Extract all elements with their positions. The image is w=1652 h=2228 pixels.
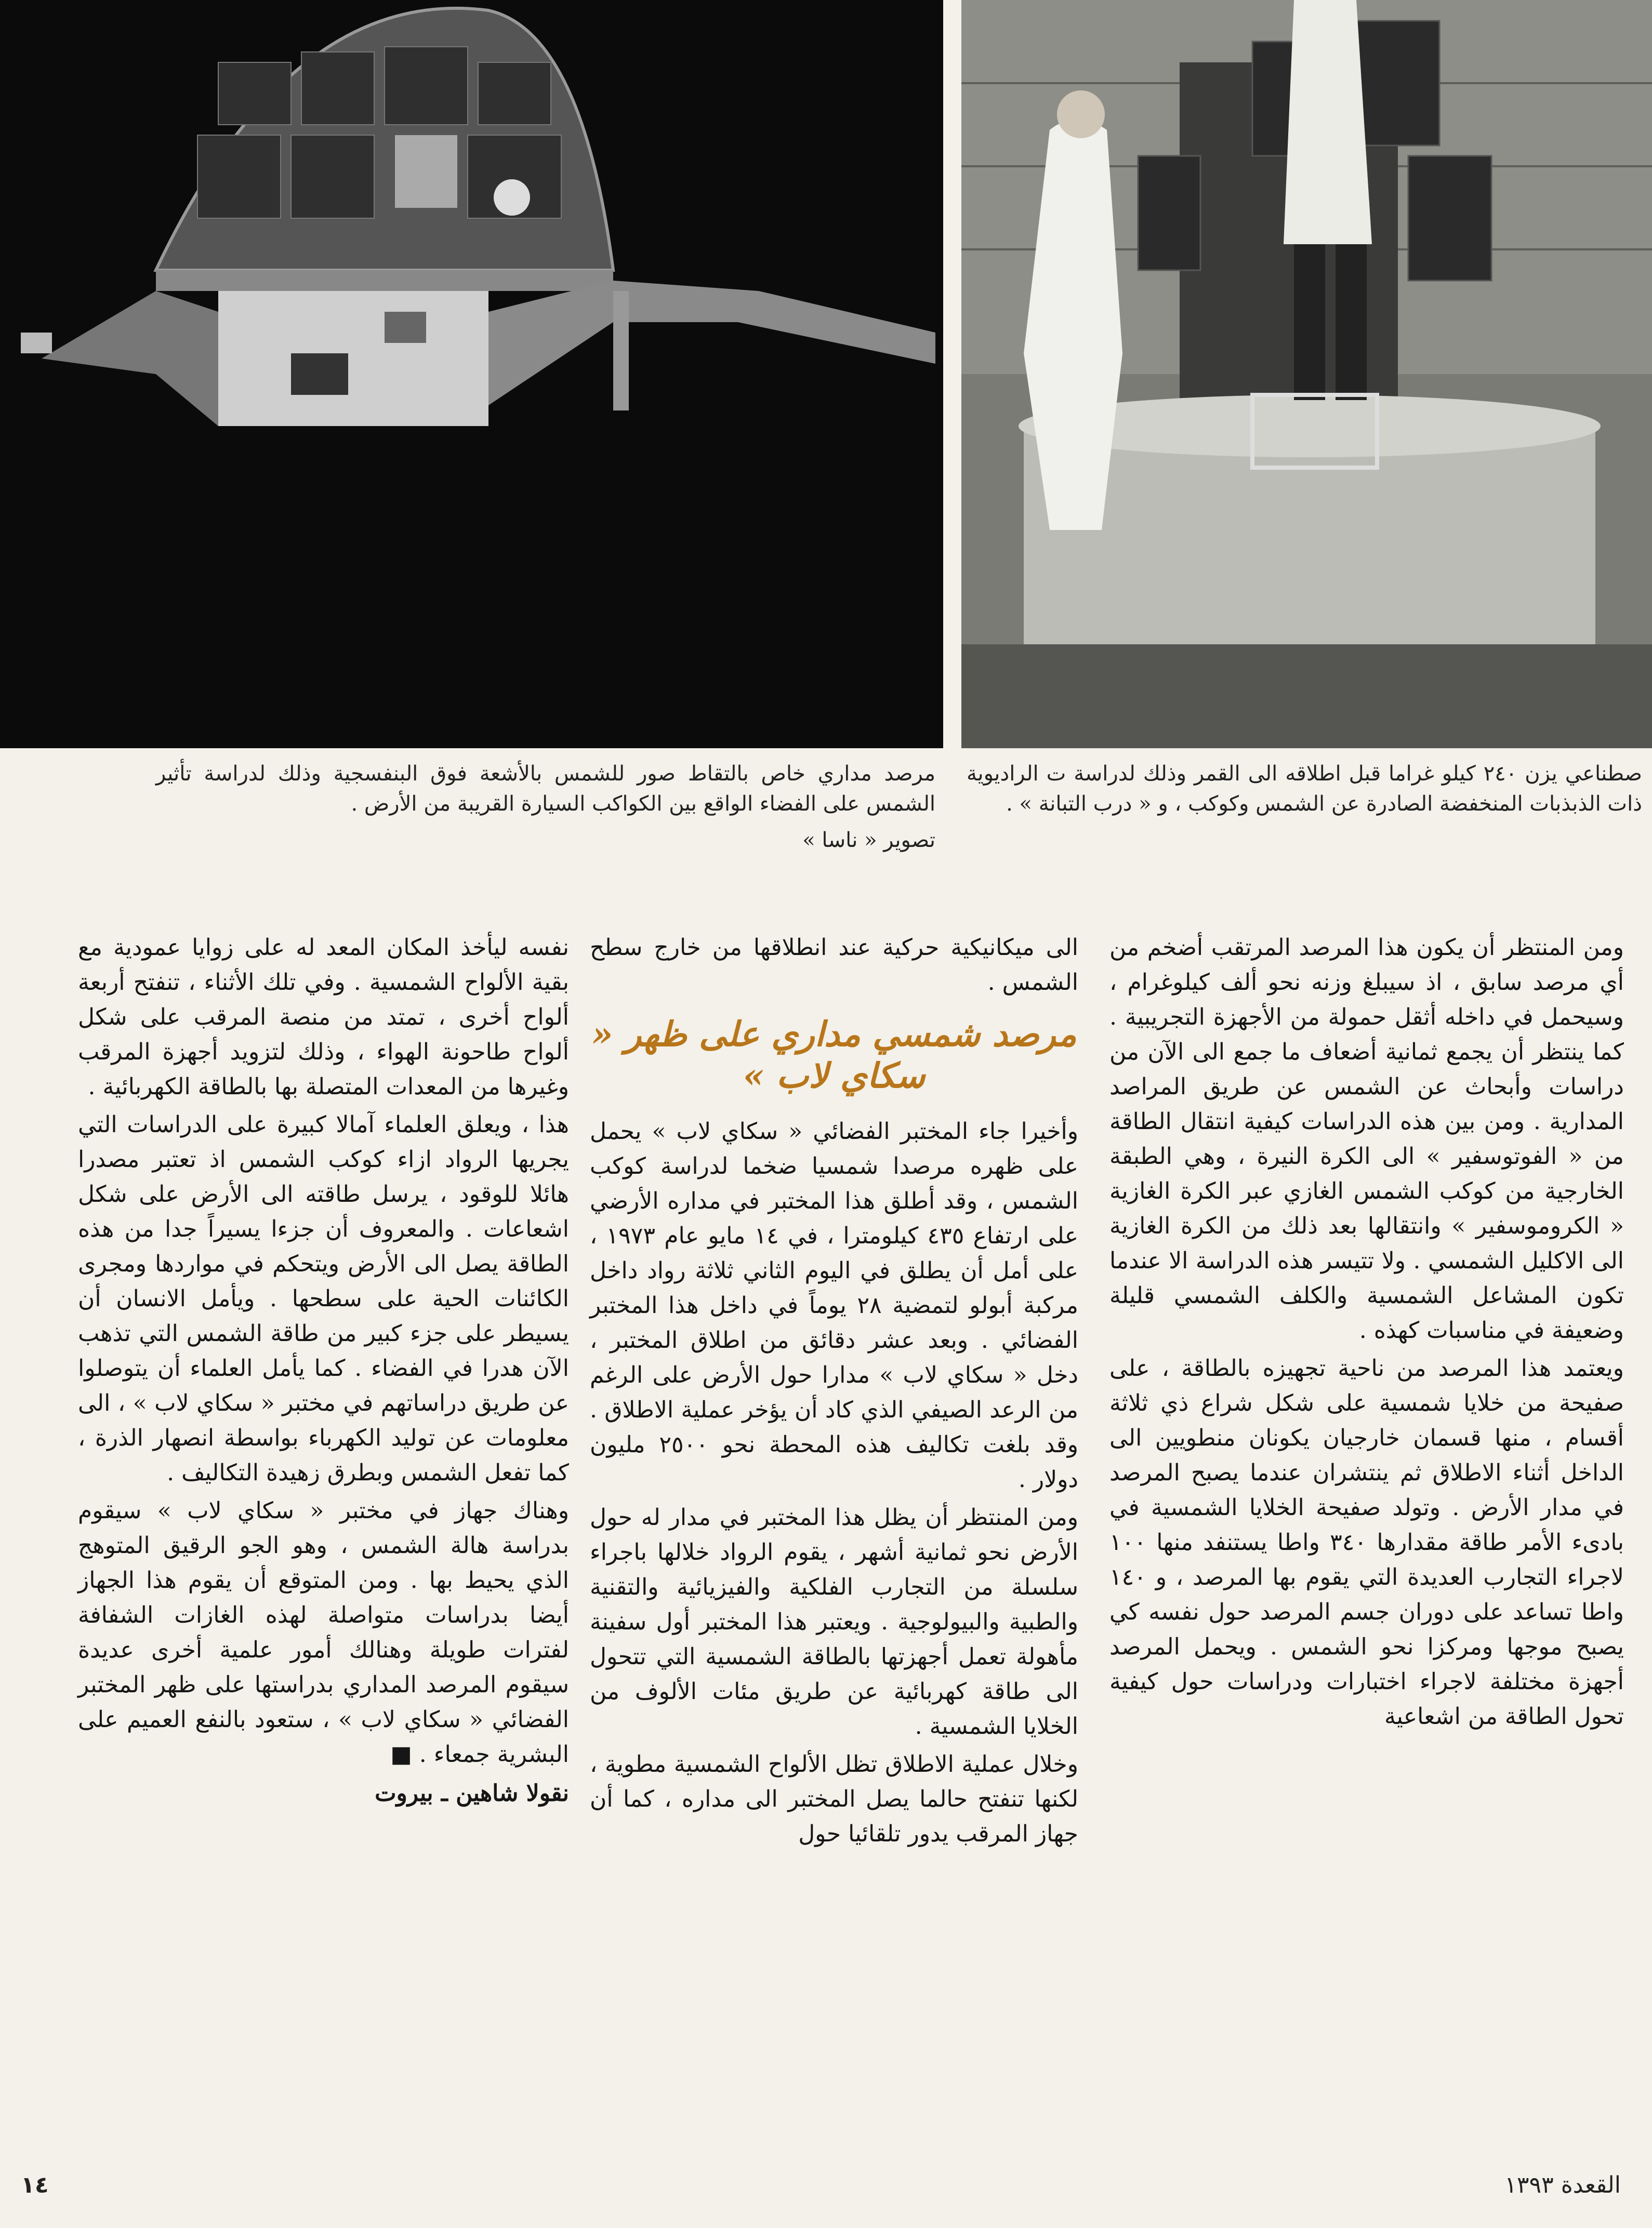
- author-byline: نقولا شاهين ـ بيروت: [375, 1780, 569, 1807]
- lab-photo: [961, 0, 1652, 748]
- article-column-right: [1109, 930, 1624, 1737]
- right-photo-caption: [967, 759, 1642, 819]
- lab-illustration: [961, 0, 1652, 748]
- page-number: ١٤: [21, 2172, 49, 2198]
- paragraph: هذا ، ويعلق العلماء آمالا كبيرة على الدراسات التي يجريها الرواد ازاء كوكب الشمس اذ تعتبر مصدرا هائلا للوقود ، يرسل طاقته الى الأرض على شكل اشعاعات . والمعروف أن جزءا يسيراً جدا من هذه الطاقة يصل الى الأرض ويتحكم في مواردها ومجرى الكائنات الحية على سطحها . ويأمل الانسان أن يسيطر على جزء كبير من طاقة الشمس التي تذهب الآن هدرا في الفضاء . كما يأمل العلماء أن يتوصلوا عن طريق دراساتهم في مختبر « سكاي لاب » ، الى معلومات عن توليد الكهرباء بواسطة انصهار الذرة ، كما تفعل الشمس وبطرق زهيدة التكاليف .: [78, 1111, 569, 1486]
- paragraph: وخلال عملية الاطلاق تظل الألواح الشمسية مطوية ، لكنها تنفتح حالما يصل المختبر الى مداره ، كما أن جهاز المرقب يدور تلقائيا حول: [590, 1751, 1078, 1847]
- paragraph: ومن المنتظر أن يظل هذا المختبر في مدار له حول الأرض نحو ثمانية أشهر ، يقوم الرواد خلالها باجراء سلسلة من التجارب الفلكية والفيزيائية والتقنية والطبية والبيولوجية . ويعتبر هذا المختبر أول سفينة مأهولة تعمل أجهزتها بالطاقة الشمسية التي تتحول الى طاقة كهربائية عن طريق مئات الألوف من الخلايا الشمسية .: [590, 1504, 1078, 1740]
- paragraph: ويعتمد هذا المرصد من ناحية تجهيزه بالطاقة ، على صفيحة من خلايا شمسية على شكل شراع ذي ثلاثة أقسام ، منها قسمان خارجيان يكونان منطويين الى الداخل أثناء الاطلاق ثم ينتشران عندما يصبح المرصد في مدار الأرض . وتولد صفيحة الخلايا الشمسية في بادىء الأمر طاقة مقدارها ٣٤٠ واطا يستنفد منها ١٠٠ لاجراء التجارب العديدة التي يقوم بها المرصد ، و ١٤٠ واطا تساعد على دوران جسم المرصد حول نفسه كي يصبح موجها ومركزا نحو الشمس . ويحمل المرصد أجهزة مختلفة لاجراء اختبارات ودراسات حول كيفية تحول الطاقة من اشعاعية: [1109, 1355, 1624, 1730]
- left-caption-text: مرصد مداري خاص بالتقاط صور للشمس بالأشعة فوق البنفسجية وذلك لدراسة تأثير الشمس على الفضاء الواقع بين الكواكب السيارة القريبة من الأرض .: [156, 762, 935, 816]
- right-caption-text: صطناعي يزن ٢٤٠ كيلو غراما قبل اطلاقه الى القمر وذلك لدراسة ت الراديوية ذات الذبذبات المنخفضة الصادرة عن الشمس وكوكب ، و « درب التبانة » .: [967, 762, 1642, 816]
- photo-credit: تصوير « ناسا »: [802, 828, 935, 852]
- article-column-middle: [590, 930, 1078, 1854]
- article-column-left: [78, 930, 569, 1814]
- left-photo-caption: [156, 759, 935, 855]
- satellite-illustration: [0, 0, 943, 748]
- satellite-photo: [0, 0, 943, 748]
- section-headline: مرصد شمسي مداري على ظهر « سكاي لاب »: [591, 1014, 1077, 1096]
- paragraph: الى ميكانيكية حركية عند انطلاقها من خارج سطح الشمس .: [590, 934, 1078, 996]
- paragraph: ومن المنتظر أن يكون هذا المرصد المرتقب أضخم من أي مرصد سابق ، اذ سيبلغ وزنه نحو ألف كيلوغرام ، وسيحمل في داخله أثقل حمولة من الأجهزة التجريبية . كما ينتظر أن يجمع ثمانية أضعاف ما جمع الى الآن من دراسات وأبحاث عن الشمس عن طريق المراصد المدارية . ومن بين هذه الدراسات كيفية انتقال الطاقة من « الفوتوسفير » الى الكرة النيرة ، وهي الطبقة الخارجية من كوكب الشمس الغازي عبر الكرة الغازية « الكروموسفير » وانتقالها بعد ذلك من الكرة الغازية الى الاكليل الشمسي . ولا تتيسر هذه الدراسة الا عندما تكون المشاعل الشمسية والكلف الشمسي قليلة وضعيفة في مناسبات كهذه .: [1109, 934, 1624, 1344]
- issue-label: القعدة ١٣٩٣: [1504, 2172, 1621, 2198]
- paragraph: وهناك جهاز في مختبر « سكاي لاب » سيقوم بدراسة هالة الشمس ، وهو الجو الرقيق المتوهج الذي يحيط بها . ومن المتوقع أن يقوم هذا الجهاز أيضا بدراسات متواصلة لهذه الغازات الشفافة لفترات طويلة وهنالك أمور علمية أخرى عديدة سيقوم المرصد المداري بدراستها على ظهر المختبر الفضائي « سكاي لاب » ، ستعود بالنفع العميم على البشرية جمعاء . ■: [78, 1497, 569, 1768]
- paragraph: نفسه ليأخذ المكان المعد له على زوايا عمودية مع بقية الألواح الشمسية . وفي تلك الأثناء ، تنفتح أربعة ألواح أخرى ، تمتد من منصة المرقب على شكل ألواح طاحونة الهواء ، وذلك لتزويد أجهزة المرقب وغيرها من المعدات المتصلة بها بالطاقة الكهربائية .: [78, 934, 569, 1100]
- paragraph: وأخيرا جاء المختبر الفضائي « سكاي لاب » يحمل على ظهره مرصدا شمسيا ضخما لدراسة كوكب الشمس ، وقد أطلق هذا المختبر في مداره الأرضي على ارتفاع ٤٣٥ كيلومترا ، في ١٤ مايو عام ١٩٧٣ ، على أمل أن يطلق في اليوم الثاني ثلاثة رواد داخل مركبة أبولو لتمضية ٢٨ يوماً في داخل هذا المختبر الفضائي . وبعد عشر دقائق من اطلاق المختبر ، دخل « سكاي لاب » مدارا حول الأرض على الرغم من الرعد الصيفي الذي كاد أن يؤخر عملية الاطلاق . وقد بلغت تكاليف هذه المحطة نحو ٢٥٠٠ مليون دولار .: [590, 1118, 1079, 1493]
